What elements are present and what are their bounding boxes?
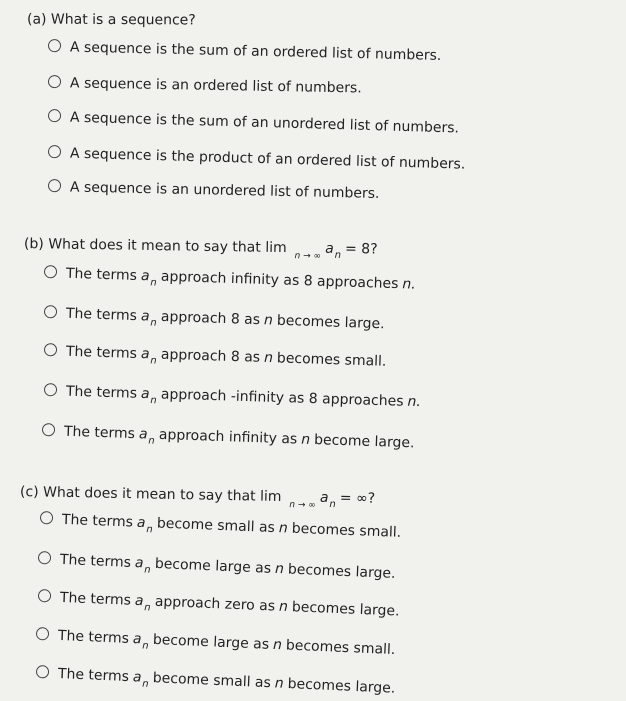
radio-button[interactable] <box>42 423 55 436</box>
option-text: A sequence is an ordered list of numbers. <box>69 75 362 97</box>
sequence-term: a <box>325 240 334 257</box>
option-text: The terms <box>57 627 130 647</box>
sequence-term: a <box>140 385 150 403</box>
option-variable: n <box>300 431 311 448</box>
option-variable: n. <box>407 393 422 411</box>
option-text: approach -infinity as 8 approaches <box>160 386 404 410</box>
option-variable: n <box>274 560 285 578</box>
option-c5[interactable] <box>36 664 396 697</box>
option-a1[interactable] <box>48 38 442 64</box>
option-text: The terms <box>65 265 138 284</box>
option-text: approach zero as <box>154 593 276 615</box>
radio-button[interactable] <box>44 265 57 278</box>
sequence-term: a <box>140 268 150 285</box>
option-variable: n <box>278 598 289 616</box>
term-subscript: n <box>329 498 336 511</box>
sequence-term: a <box>134 592 144 610</box>
radio-button[interactable] <box>48 179 61 192</box>
option-b1[interactable] <box>44 264 416 293</box>
radio-button[interactable] <box>44 305 57 318</box>
option-text: The terms <box>57 665 130 686</box>
option-text: The terms <box>65 343 138 362</box>
sequence-term: a <box>136 514 146 532</box>
option-c2[interactable] <box>38 550 396 582</box>
term-subscript: n <box>144 602 151 614</box>
radio-button[interactable] <box>38 551 52 565</box>
option-c4[interactable] <box>36 626 396 658</box>
option-text: becomes large. <box>287 561 396 582</box>
sequence-term: a <box>319 489 329 506</box>
sequence-term: a <box>140 308 150 325</box>
question-a-text: (a) What is a sequence? <box>26 11 196 29</box>
option-text: The terms <box>61 511 134 531</box>
option-text: becomes small. <box>291 520 402 541</box>
option-text: A sequence is an unordered list of numbers. <box>69 179 380 202</box>
option-a2[interactable] <box>48 74 362 96</box>
option-text: approach 8 as <box>160 308 261 329</box>
limit-subscript: n → ∞ <box>294 251 322 262</box>
radio-button[interactable] <box>38 589 52 603</box>
term-subscript: n <box>141 678 149 690</box>
sequence-term: a <box>132 669 142 686</box>
limit-value: = ∞? <box>339 490 376 507</box>
radio-button[interactable] <box>48 145 61 158</box>
question-b-text: (b) What does it mean to say that lim <box>23 236 287 257</box>
option-text: The terms <box>63 423 136 443</box>
option-c1[interactable] <box>40 510 402 541</box>
question-b-prompt <box>23 236 378 262</box>
option-text: A sequence is the product of an ordered list of numbers. <box>69 145 466 173</box>
option-text: The terms <box>65 305 138 325</box>
option-text: become large as <box>154 555 272 577</box>
option-text: becomes small. <box>285 637 396 659</box>
option-text: approach infinity as <box>158 426 298 448</box>
limit-subscript: n → ∞ <box>289 500 316 511</box>
option-text: approach 8 as <box>160 346 261 366</box>
option-variable: n <box>274 675 285 692</box>
option-text: become large as <box>152 631 270 653</box>
option-text: approach infinity as 8 approaches <box>160 268 399 293</box>
option-b2[interactable] <box>44 304 385 332</box>
option-a3[interactable] <box>48 108 459 136</box>
option-text: becomes large. <box>291 599 400 620</box>
option-text: The terms <box>59 589 132 609</box>
option-text: become large. <box>313 432 415 452</box>
radio-button[interactable] <box>36 627 50 641</box>
option-b5[interactable] <box>42 422 415 451</box>
option-text: The terms <box>59 551 132 571</box>
sequence-term: a <box>140 346 150 363</box>
option-text: become small as <box>156 515 276 537</box>
option-a5[interactable] <box>48 178 380 202</box>
term-subscript: n <box>146 524 153 536</box>
option-b4[interactable] <box>44 382 421 410</box>
option-variable: n <box>272 636 283 654</box>
option-c3[interactable] <box>38 588 400 620</box>
term-subscript: n <box>150 355 157 367</box>
radio-button[interactable] <box>48 109 61 122</box>
term-subscript: n <box>150 277 157 289</box>
term-subscript: n <box>334 249 342 261</box>
radio-button[interactable] <box>44 383 57 396</box>
term-subscript: n <box>142 640 149 652</box>
term-subscript: n <box>150 395 157 407</box>
question-c-prompt <box>19 484 376 511</box>
sequence-term: a <box>134 555 144 572</box>
question-c-text: (c) What does it mean to say that lim <box>19 484 282 506</box>
radio-button[interactable] <box>36 665 50 679</box>
option-variable: n <box>263 349 274 367</box>
option-text: A sequence is the sum of an ordered list of numbers. <box>69 39 442 64</box>
option-text: becomes large. <box>287 675 396 697</box>
option-text: becomes large. <box>276 312 385 333</box>
option-text: A sequence is the sum of an unordered list of numbers. <box>69 109 460 137</box>
radio-button[interactable] <box>48 39 61 52</box>
sequence-term: a <box>138 426 148 443</box>
question-a-prompt <box>27 12 196 29</box>
term-subscript: n <box>150 317 157 329</box>
sequence-term: a <box>132 631 142 648</box>
radio-button[interactable] <box>40 511 53 524</box>
option-variable: n <box>278 520 289 537</box>
option-text: becomes small. <box>276 350 387 370</box>
option-a4[interactable] <box>48 144 466 173</box>
term-subscript: n <box>144 564 151 576</box>
term-subscript: n <box>148 435 155 447</box>
option-variable: n <box>263 312 274 329</box>
option-text: become small as <box>152 670 272 692</box>
radio-button[interactable] <box>44 343 57 356</box>
radio-button[interactable] <box>48 75 61 88</box>
option-variable: n. <box>402 276 417 293</box>
limit-value: = 8? <box>344 241 378 258</box>
option-b3[interactable] <box>44 342 387 370</box>
option-text: The terms <box>65 383 138 402</box>
